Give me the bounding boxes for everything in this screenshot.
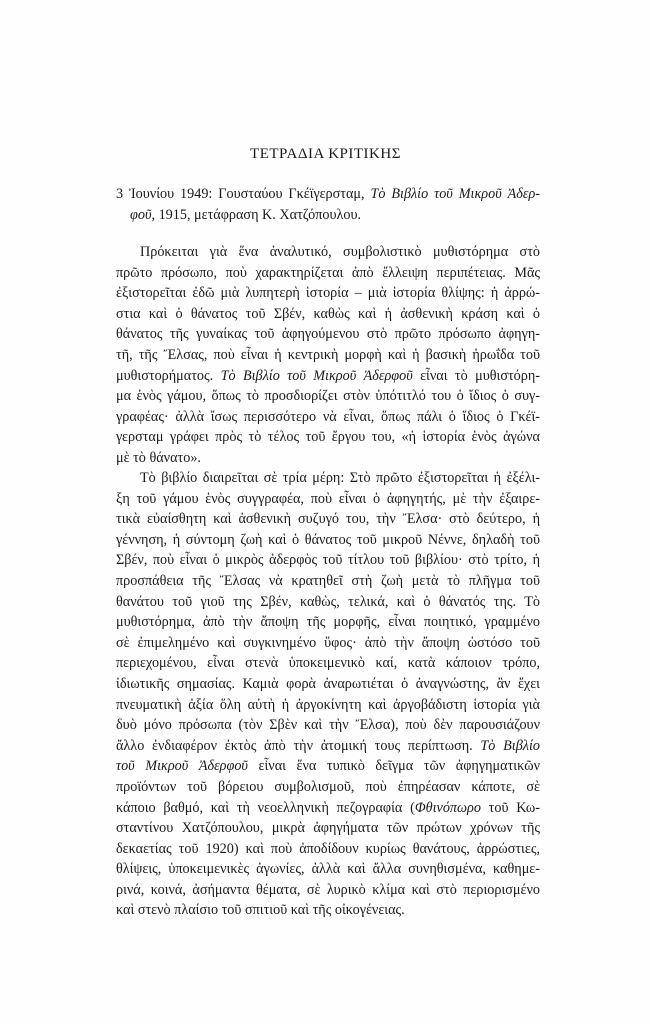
paragraph-line: θλίψεις, ὑποκειμενικὲς ἀγωνίες, ἀλλὰ καὶ ἄλλα συνηθισμένα, καθημε-	[116, 861, 540, 878]
paragraph-line: ἐξιστορεῖται ἐδῶ μιὰ λυπητερὴ ἱστορία – μιὰ ἱστορία θλίψης: ἡ ἀρρώ-	[116, 285, 540, 302]
paragraph-line: γερσταμ γράφει πρὸς τὸ τέλος τοῦ ἔργου του, «ἡ ἱστορία ἑνὸς ἀγώνα	[116, 429, 540, 446]
paragraph-line: Τὸ βιβλίο διαιρεῖται σὲ τρία μέρη: Στὸ πρῶτο ἐξιστορεῖται ἡ ἐξέλι-	[140, 470, 540, 486]
paragraph-line: μυθιστορήματος. Τὸ Βιβλίο τοῦ Μικροῦ Ἀδερφοῦ εἶναι τὸ μυθιστόρη-	[116, 367, 541, 384]
paragraph-line: θανάτου τοῦ γιοῦ της Σβέν, καθὼς, τελικά, καὶ ὁ θάνατός της. Τὸ	[116, 593, 540, 610]
paragraph-line: ξη τοῦ γάμου ἑνὸς συγγραφέα, ποὺ εἶναι ὁ ἀφηγητής, μὲ τὴν ἐξαιρε-	[116, 490, 540, 507]
paragraph-line: δεκαετίας τοῦ 1920) καὶ ποὺ ἀποδίδουν κυρίως θανάτους, ἀρρώστιες,	[116, 840, 540, 857]
running-header: ΤΕΤΡΑΔΙΑ ΚΡΙΤΙΚΗΣ	[250, 146, 401, 162]
paragraph-line: προϊόντων τοῦ βόρειου συμβολισμοῦ, ποὺ ἐπηρέασαν κάποτε, σὲ	[116, 778, 540, 795]
paragraph-line: στια καὶ ὁ θάνατος τοῦ Σβέν, καθὼς καὶ ἡ ἀσθενικὴ κράση καὶ ὁ	[116, 305, 540, 322]
reference-line-2: φοῦ, 1915, μετάφραση Κ. Χατζόπουλου.	[130, 206, 362, 223]
paragraph-1	[116, 242, 540, 469]
review-reference	[116, 184, 540, 225]
paragraph-line: πνευματικὴ ἀξία ὅλη αὐτὴ ἡ ἀργοκίνητη καὶ ἀργοβάδιστη ἱστορία γιὰ	[116, 696, 540, 713]
paragraph-line: κάποιο βαθμό, καὶ τὴ νεοελληνικὴ πεζογραφία (Φθινόπωρο τοῦ Κω-	[116, 799, 540, 816]
paragraph-line: γέννηση, ἡ σύντομη ζωὴ καὶ ὁ θάνατος τοῦ μικροῦ Νέννε, δηλαδὴ τοῦ	[116, 531, 540, 548]
paragraph-line: περιεχομένου, εἶναι στενὰ ὑποκειμενικὸ καί, κατὰ κάποιον τρόπο,	[116, 655, 540, 672]
paragraph-line: δυὸ μόνο πρόσωπα (τὸν Σβὲν καὶ τὴν Ἔλσα), ποὺ δὲν παρουσιάζουν	[116, 717, 540, 734]
paragraph-line: τικὰ εὐαίσθητη καὶ ἀσθενικὴ συζυγό του, τὴν Ἔλσα· στὸ δεύτερο, ἡ	[116, 511, 540, 528]
paragraph-line: μυθιστόρημα, ἀπὸ τὴν ἄποψη τῆς μορφῆς, εἶναι ποιητικό, γραμμένο	[116, 614, 540, 631]
paragraph-line: γραφέας· ἀλλὰ ἴσως περισσότερο νὰ εἶναι, ὅπως πάλι ὁ ἴδιος ὁ Γκέϊ-	[116, 408, 540, 425]
paragraph-last-line: καὶ στενὸ πλαίσιο τοῦ σπιτιοῦ καὶ τῆς οἰκογένειας.	[116, 902, 405, 919]
paragraph-line: Σβέν, ποὺ εἶναι ὁ μικρὸς ἀδερφὸς τοῦ τίτλου τοῦ βιβλίου· στὸ τρίτο, ἡ	[116, 552, 540, 569]
paragraph-line: Πρόκειται γιὰ ἕνα ἀναλυτικό, συμβολιστικὸ μυθιστόρημα στὸ	[140, 244, 540, 260]
paragraph-line: μα ἑνὸς γάμου, ὅπως τὸ προσδιορίζει στὸν ὑπότιτλό του ὁ ἴδιος ὁ συγ-	[116, 388, 540, 405]
paragraph-line: σὲ ἐπιμελημένο καὶ συγκινημένο ὕφος· ἀπὸ τὴν ἄποψη ὡστόσο τοῦ	[116, 634, 540, 651]
paragraph-2	[116, 468, 540, 921]
paragraph-line: ἄλλο ἐνδιαφέρον ἐκτὸς ἀπὸ τὴν ἀτομική τους περίπτωση. Τὸ Βιβλίο	[116, 737, 540, 754]
paragraph-line: ἰδιωτικῆς σημασίας. Καμιὰ φορὰ ἀναρωτιέται ὁ ἀναγνώστης, ἂν ἔχει	[116, 675, 540, 692]
paragraph-line: τοῦ Μικροῦ Ἀδερφοῦ εἶναι ἕνα τυπικὸ δεῖγμα τῶν ἀφηγηματικῶν	[116, 758, 540, 775]
paragraph-line: τῆ, τῆς Ἔλσας, ποὺ εἶναι ἡ κεντρικὴ μορφὴ καὶ ἡ βασικὴ ἡρωΐδα τοῦ	[116, 346, 540, 363]
reference-line-1: 3 Ἰουνίου 1949: Γουσταύου Γκέϊγερσταμ, Τὸ Βιβλίο τοῦ Μικροῦ Ἀδερ-	[116, 186, 540, 202]
paragraph-line: πρῶτο πρόσωπο, ποὺ χαρακτηρίζεται ἀπὸ ἔλλειψη περιπέτειας. Μᾶς	[116, 264, 540, 281]
paragraph-line: σταντίνου Χατζόπουλου, μικρὰ ἀφηγήματα τῶν πρώτων χρόνων τῆς	[116, 820, 540, 837]
paragraph-line: ρινά, κοινά, ἀσήμαντα θέματα, σὲ λυρικὸ κλίμα καὶ στὸ περιορισμένο	[116, 881, 540, 898]
paragraph-line: προσπάθεια τῆς Ἔλσας νὰ κρατηθεῖ στὴ ζωὴ μετὰ τὸ πλῆγμα τοῦ	[116, 572, 540, 589]
paragraph-line: θάνατος τῆς γυναίκας τοῦ ἀφηγούμενου στὸ πρῶτο πρόσωπο ἀφηγη-	[116, 326, 540, 343]
paragraph-last-line: μὲ τὸ θάνατο».	[116, 449, 201, 466]
